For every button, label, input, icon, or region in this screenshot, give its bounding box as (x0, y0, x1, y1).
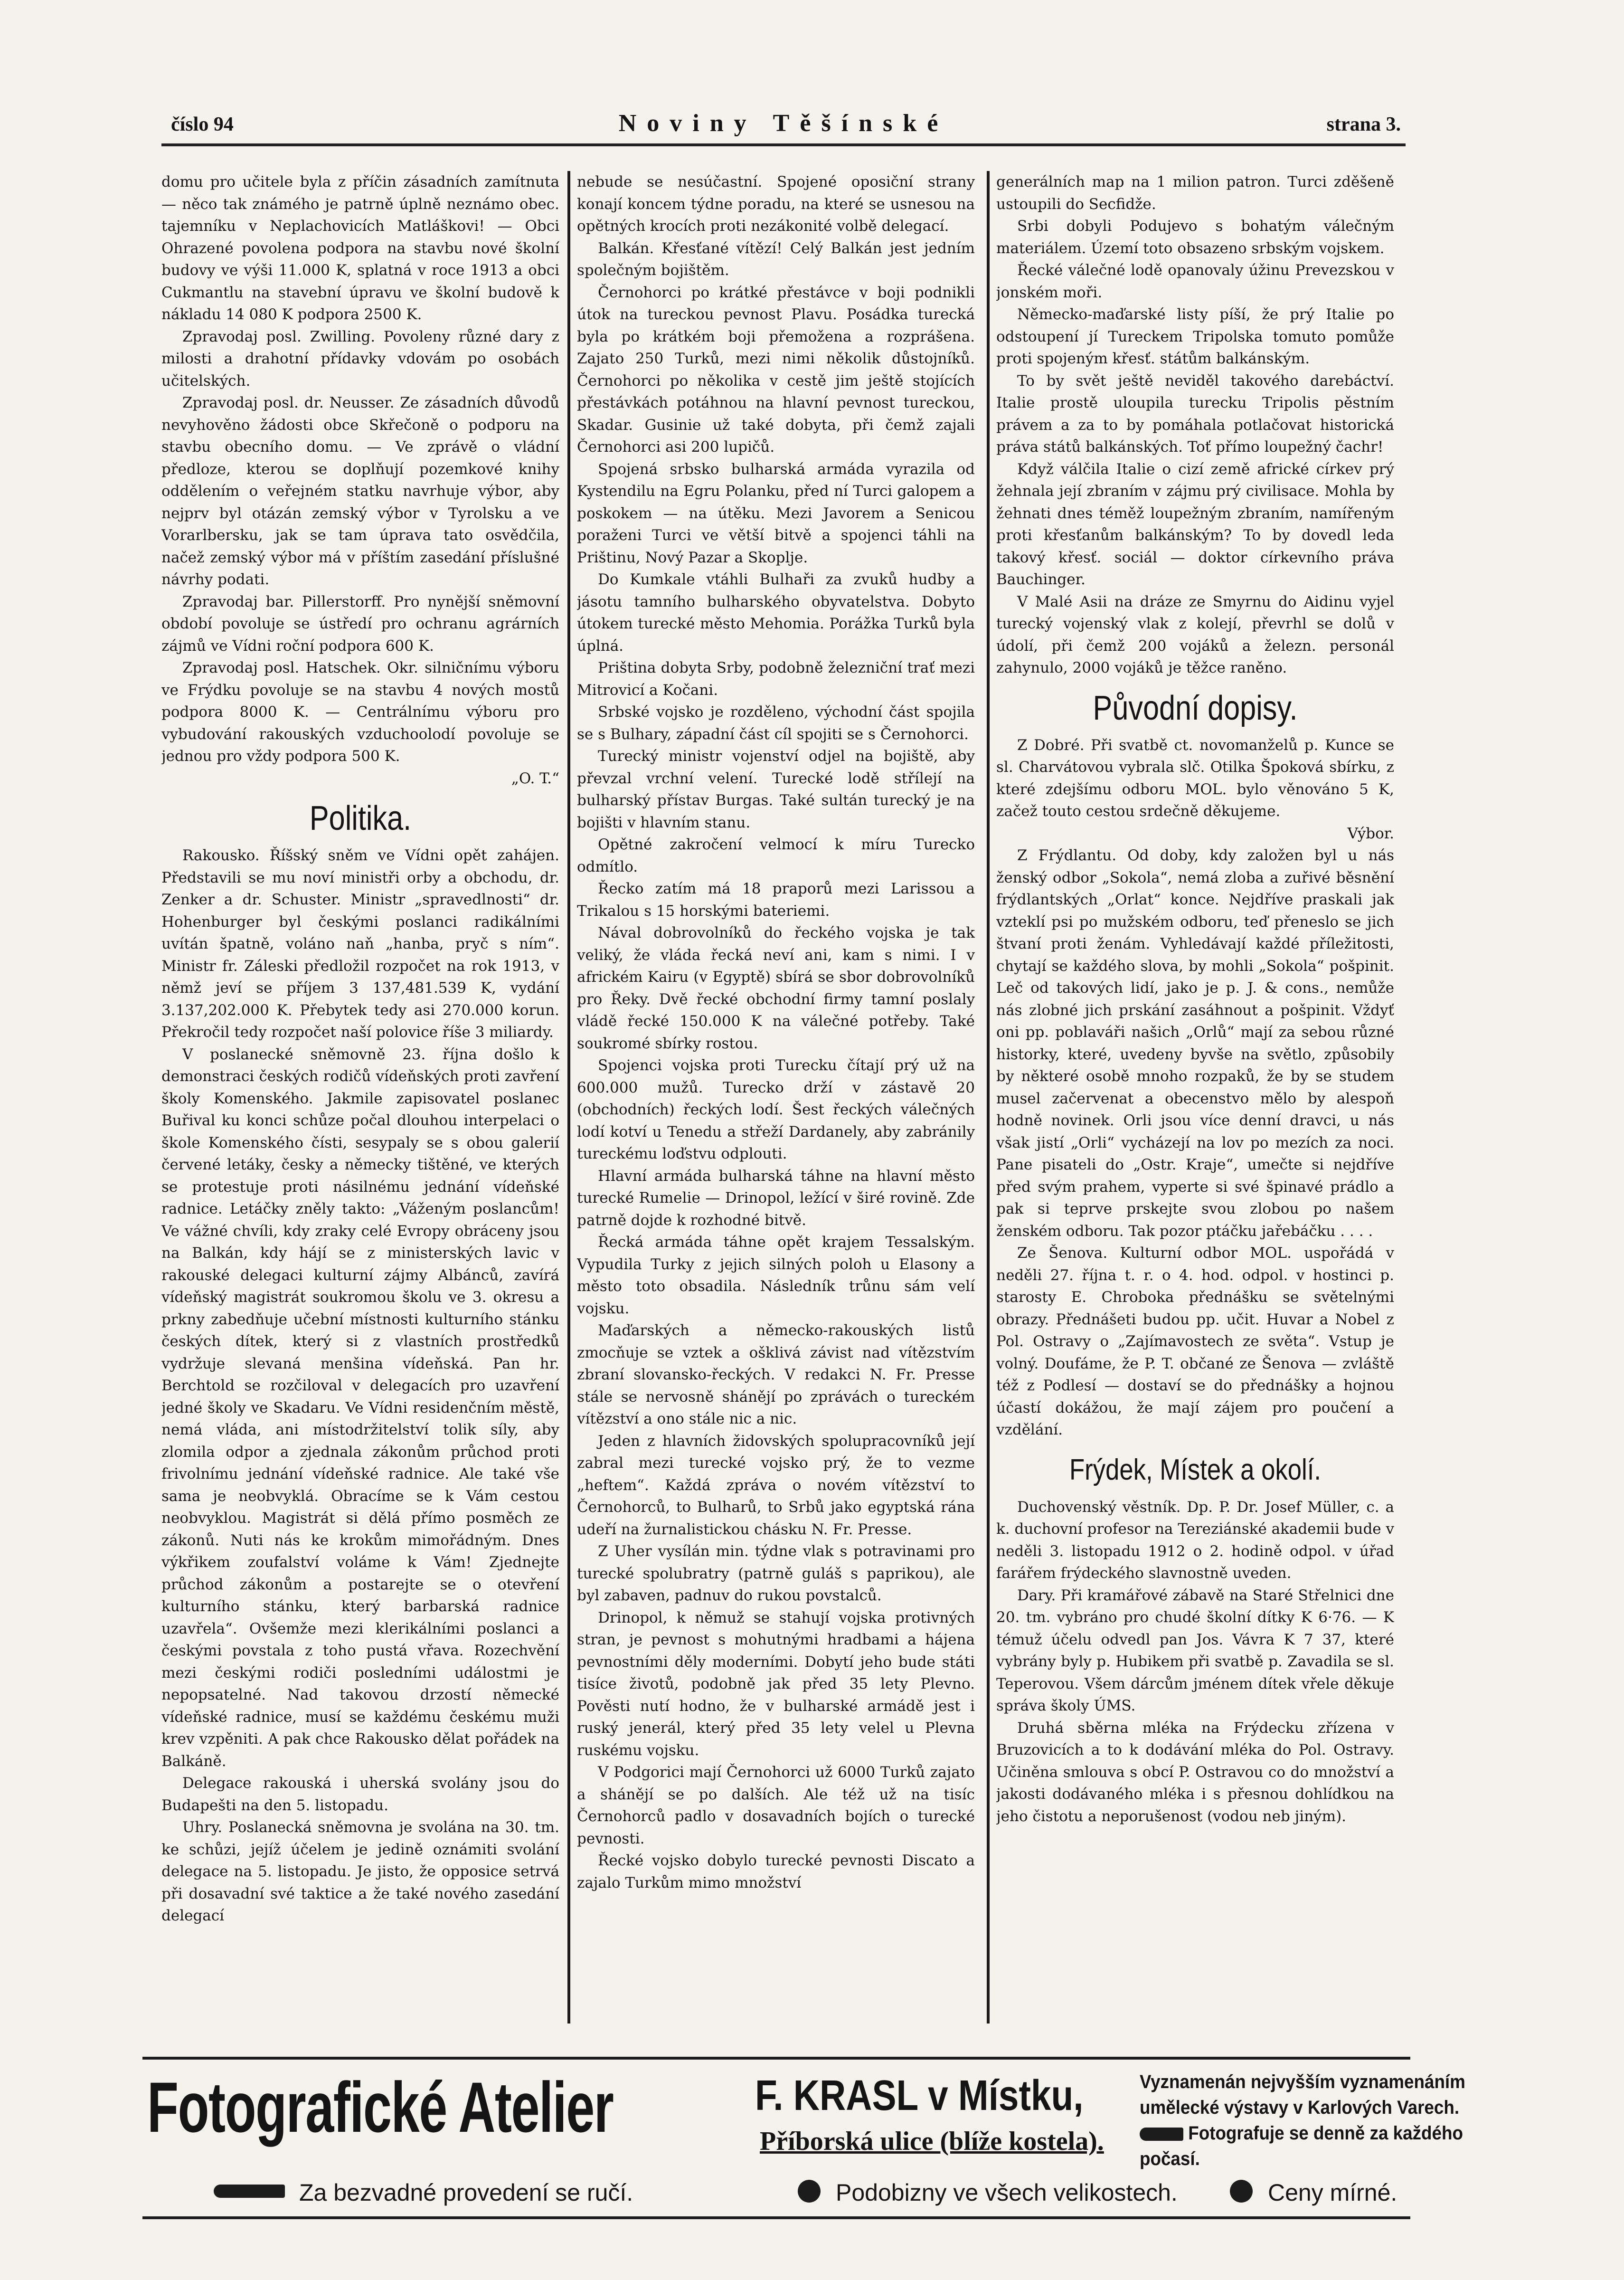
page-number: strana 3. (1326, 114, 1401, 135)
paragraph: Řecké válečné lodě opanovaly úžinu Prevezskou v jonském moři. (996, 262, 1394, 301)
ad-portraits: Podobizny ve všech velikostech. (836, 2179, 1178, 2206)
paragraph: Zpravodaj posl. dr. Neusser. Ze zásadních důvodů nevyhověno žádosti obce Skřečoně o podporu na stavbu obecního domu. — Ve zprávě o vládní předloze, kterou se doplňují pozemkové knihy oddělením o veřejném statku navrhuje výbor, aby nejprv byl otázán zemský výbor v Tyrolsku a ve Vorarlbersku, jak se tam úprava tato osvědčila, načež zemský výbor má v příštím zasedání příslušné návrhy podati. (161, 394, 559, 588)
paragraph: generálních map na 1 milion patron. Turci zděšeně ustoupili do Secfidže. (996, 173, 1394, 213)
paragraph: Řecké vojsko dobylo turecké pevnosti Discato a zajalo Turkům mimo množství (577, 1852, 975, 1891)
ad-award (1140, 2069, 1515, 2172)
paragraph: To by svět ještě neviděl takového darebáctví. Italie prostě uloupila turecku Tripolis pěstním právem a za to by pomáhala potlačovat historická práva států balkánských. Toť přímo loupežný čachr! (996, 372, 1394, 456)
paragraph: V Podgorici mají Černohorci už 6000 Turků zajato a shánějí se po dalších. Ale též už na tisíc Černohorců padlo v dosavadních bojích o turecké pevnosti. (577, 1764, 975, 1847)
paragraph: Srbi dobyli Podujevo s bohatým válečným materiálem. Území toto obsazeno srbským vojskem. (996, 218, 1394, 257)
paragraph: Když válčila Italie o cizí země africké církev prý žehnala její zbraním v zájmu prý civilisace. Mohla by žehnati dnes téměž loupežným zbraním, namířeným proti křesťanům balkánským? To by dovedl leda takový křesť. sociál — doktor církevního práva Bauchinger. (996, 460, 1394, 588)
column-divider (567, 171, 570, 2024)
ad-headline: Fotografické Atelier (147, 2067, 614, 2147)
paragraph: Priština dobyta Srby, podobně železniční trať mezi Mitrovicí a Kočani. (577, 659, 975, 699)
paragraph: Nával dobrovolníků do řeckého vojska je tak veliký, že vláda řecká neví ani, kam s nimi. I v africkém Kairu (v Egyptě) sbírá se sbor dobrovolníků pro Řeky. Dvě řecké obchodní firmy tamní poslaly vládě řecké 150.000 K na válečné potřeby. Také soukromé sbírky rostou. (577, 924, 975, 1052)
paragraph: Spojená srbsko bulharská armáda vyrazila od Kystendilu na Egru Polanku, před ní Turci galopem a poskokem — na útěku. Mezi Javorem a Senicou poraženi Turci ve větší bitvě a spojenci táhli na Prištinu, Nový Pazar a Skoplje. (577, 460, 975, 566)
section-heading-puvodni-dopisy: Původní dopisy. (1093, 689, 1298, 727)
paragraph: Druhá sběrna mléka na Frýdecku zřízena v Bruzovicích a to k dodávání mléka do Pol. Ostravy. Učiněna smlouva s obcí P. Ostravou co do množství a jakosti dodávaného mléka i s přesnou dohlídkou na jeho čistotu a neporušenost (vodou neb jiným). (996, 1719, 1394, 1825)
bullet-icon (798, 2180, 821, 2203)
ad-award-line: Fotografuje se denně za každého počasí. (1140, 2123, 1463, 2169)
pointing-hand-icon (214, 2185, 285, 2198)
signature: Výbor. (1347, 825, 1394, 842)
paragraph: Balkán. Křesťané vítězí! Celý Balkán jest jedním společným bojištěm. (577, 239, 975, 279)
signature: „O. T.“ (511, 770, 559, 787)
paragraph: Maďarských a německo-rakouských listů zmocňuje se vztek a ošklivá závist nad vítězstvím zbraní slovansko-řeckých. V redakci N. Fr. Presse stále se nervosně shánějí po zprávách o tureckém vítězství a ono stále nic a nic. (577, 1322, 975, 1427)
paragraph: Turecký ministr vojenství odjel na bojiště, aby převzal vrchní velení. Turecké lodě střílejí na bulharský přístav Burgas. Také sultán turecký je na bojišti v hlavním stanu. (577, 748, 975, 831)
paragraph: nebude se nesúčastní. Spojené oposiční strany konají koncem týdne poradu, na které se usnesou na opětných krocích proti nezákonité volbě delegací. (577, 173, 975, 235)
paragraph: Řecko zatím má 18 praporů mezi Larissou a Trikalou s 15 horskými bateriemi. (577, 880, 975, 920)
paragraph: Spojenci vojska proti Turecku čítají prý už na 600.000 mužů. Turecko drží v zástavě 20 (obchodních) řeckých lodí. Šest řeckých válečných lodí kotví u Tenedu a střeží Dardanely, aby zabránily tureckému loďstvu odplouti. (577, 1057, 975, 1162)
ad-address: Příborská ulice (blíže kostela). (760, 2127, 1104, 2156)
bullet-icon (1230, 2180, 1253, 2203)
paragraph: Z Uher vysílán min. týdne vlak s potravinami pro turecké spolubratry (patrně guláš s paprikou), ale byl zabaven, padnuv do rukou povstalců. (577, 1543, 975, 1604)
paragraph: Uhry. Poslanecká sněmovna je svolána na 30. tm. ke schůzi, jejíž účelem je jedině oznámiti svolání delegace na 5. listopadu. Je jisto, že opposice setrvá při dosavadní své taktice a že také nového zasedání delegací (161, 1819, 559, 1924)
paragraph: Ze Šenova. Kulturní odbor MOL. uspořádá v neděli 27. října t. r. o 4. hod. odpol. v hostinci p. starosty E. Chroboka přednášku se světelnými obrazy. Přednášeti budou pp. učit. Huvar a Nobel z Pol. Ostravy o „Zajímavostech ze světa“. Vstup je volný. Doufáme, že P. T. občané ze Šenova — zvláště též z Podlesí — dostaví se do přednášky a hojnou účastí dokážou, že mají zájem pro poučení a vzdělání. (996, 1244, 1394, 1438)
paragraph: Řecká armáda táhne opět krajem Tessalským. Vypudila Turky z jejich silných poloh u Elasony a město toto obsadila. Následník trůnu sám velí vojsku. (577, 1234, 975, 1317)
paragraph: Do Kumkale vtáhli Bulhaři za zvuků hudby a jásotu tamního bulharského obyvatelstva. Dobyto útokem turecké město Mehomia. Porážka Turků byla úplná. (577, 571, 975, 655)
paragraph: Rakousko. Říšský sněm ve Vídni opět zahájen. Představili se mu noví ministři orby a obchodu, dr. Zenker a dr. Schuster. Ministr „spravedlnosti“ dr. Hohenburger byl českými poslanci radikálními uvítán špatně, voláno naň „hanba, pryč s ním“. Ministr fr. Záleski předložil rozpočet na rok 1913, v němž jeví se příjem 3 137,481.539 K, vydání 3.137,202.000 K. Přebytek tedy asi 270.000 korun. Překročil tedy rozpočet naší polovice říše 3 miliardy. (161, 847, 559, 1041)
issue-number: číslo 94 (171, 114, 234, 135)
section-heading-frydek: Frýdek, Místek a okolí. (1069, 1453, 1322, 1486)
paragraph: Drinopol, k němuž se stahují vojska protivných stran, je pevnost s mohutnými hradbami a hájena pevnostními děly moderními. Dobytí jeho bude státi tisíce životů, podobně jak před 35 lety Plevno. Pověsti nutí hodno, že v bulharské armádě jest i ruský jenerál, který před 35 lety velel u Plevna ruskému vojsku. (577, 1609, 975, 1759)
paragraph: Zpravodaj posl. Hatschek. Okr. silničnímu výboru ve Frýdku povoluje se na stavbu 4 nových mostů podpora 8000 K. — Centrálnímu výboru pro vybudování rakouských vzduchoolodí povoluje se jednou pro vždy podpora 500 K. (161, 659, 559, 765)
newspaper-title: Noviny Těšínské (618, 110, 949, 137)
paragraph: Německo-maďarské listy píší, že prý Italie po odstoupení jí Tureckem Tripolska tomuto pomůže proti spojeným křesť. státům balkánským. (996, 306, 1394, 367)
paragraph: Dary. Při kramářové zábavě na Staré Střelnici dne 20. tm. vybráno pro chudé školní dítky K 6·76. — K témuž účelu odvedl pan Jos. Vávra K 7 37, které vybrány byly p. Hubikem při svatbě p. Zavadila se sl. Teperovou. Všem dárcům jménem dítek vřele děkuje správa školy ÚMS. (996, 1586, 1394, 1714)
paragraph: domu pro učitele byla z příčin zásadních zamítnuta — něco tak známého je patrně úplně neznámo obec. tajemníku v Neplachovicích Matláškovi! — Obci Ohrazené povolena podpora na stavbu nové školní budovy ve výši 11.000 K, splatná v roce 1913 a obci Cukmantlu na stavební úpravu ve školní budově k nákladu 14 080 K podpora 2500 K. (161, 173, 559, 323)
paragraph: Duchovenský věstník. Dp. P. Dr. Josef Müller, c. a k. duchovní profesor na Tereziánské akademii bude v neděli 3. listopadu 1912 o 2. hodině odpol. v úřad farářem frýdeckého slavnostně uveden. (996, 1498, 1394, 1582)
paragraph: Zpravodaj posl. Zwilling. Povoleny různé dary z milosti a drahotní přídavky vdovám po osobách učitelských. (161, 328, 559, 390)
paragraph: Z Dobré. Při svatbě ct. novomanželů p. Kunce se sl. Charvátovou vybrala slč. Otilka Špoková sbírku, z které zdejšímu odboru MOL. bylo věnováno 5 K, začež touto cestou srdečně děkujeme. (996, 736, 1394, 820)
header-rule (161, 143, 1406, 146)
paragraph: Hlavní armáda bulharská táhne na hlavní město turecké Rumelie — Drinopol, ležící v širé rovině. Zde patrně dojde k rozhodné bitvě. (577, 1167, 975, 1229)
paragraph: Jeden z hlavních židovských spolupracovníků její zabral mezi turecké vojsko prý, že to vezme „heftem“. Každá zpráva o novém vítězství to Černohorců, to Bulharů, to Srbů jako egyptská rána udeří na žurnalistickou chásku N. Fr. Presse. (577, 1432, 975, 1538)
paragraph: Z Frýdlantu. Od doby, kdy založen byl u nás ženský odbor „Sokola“, nemá zloba a zuřivé běsnění frýdlantských „Orlat“ konce. Nejdříve praskali jak vzteklí psi po mužském odboru, teď přeneslo se jich štvaní proti ženám. Vyhledávají každé příležitosti, chytají se každého slova, by mohli „Sokola“ pošpinit. Leč od takových lidí, jako je p. J. & cons., nemůže nás zlobné jich prskání zasáhnout a pošpinit. Vždyť oni pp. poblaváři našich „Orlů“ mají za sebou různé historky, které, uvedeny byvše na světlo, způsobily by některé osobě mnoho rozpaků, že by se studem musel začervenat a obecenstvo mělo by alespoň hodně novinek. Orli jsou více denní dravci, u nás však jistí „Orli“ vycházejí na lov po mezích za noci. Pane pisateli do „Ostr. Kraje“, umečte si nejdříve před svým prahem, vyperte si své špinavé prádlo a pak si teprve prskejte svou zlobou po našem ženském odboru. Tak pozor ptáčku jařebáčku . . . . (996, 847, 1394, 1240)
page-header (161, 109, 1406, 147)
section-heading-politika: Politika. (309, 799, 412, 837)
ad-business-name: F. KRASL v Místku, (755, 2072, 1084, 2119)
paragraph: Černohorci po krátké přestávce v boji podnikli útok na tureckou pevnost Plavu. Posádka turecká byla po krátkém boji přemožena a rozprášena. Zajato 250 Turků, mezi nimi několik důstojníků. Černohorci po několika v cestě jim ještě stojících přestávkách potáhnou na hlavní pevnost tureckou, Skadar. Gusinie už také dobyta, při čemž zajali Černohorci asi 200 lupičů. (577, 284, 975, 456)
column-2 (577, 171, 975, 2024)
ad-prices: Ceny mírné. (1268, 2179, 1397, 2206)
paragraph: Srbské vojsko je rozděleno, východní část spojila se s Bulhary, západní část cíl spojiti se s Černohorci. (577, 703, 975, 743)
paragraph: Opětné zakročení velmocí k míru Turecko odmítlo. (577, 836, 975, 875)
paragraph: Delegace rakouská i uherská svolány jsou do Budapešti na den 5. listopadu. (161, 1775, 559, 1814)
column-3 (996, 171, 1394, 2024)
ad-guarantee: Za bezvadné provedení se ručí. (299, 2179, 633, 2206)
ad-award-line: umělecké výstavy v Karlových Varech. (1140, 2097, 1460, 2118)
column-divider (987, 171, 990, 2024)
advertisement (142, 2057, 1465, 2219)
ad-award-line: Vyznamenán nejvyšším vyznamenáním (1140, 2071, 1465, 2092)
column-1 (161, 171, 559, 2024)
paragraph: V poslanecké sněmovně 23. října došlo k demonstraci českých rodičů vídeňských proti zavření školy Komenského. Jakmile zapisovatel poslanec Buřival ku konci schůze počal dlouhou interpelaci o škole Komenského čísti, sesypaly se s obou galerií červené letáky, česky a německy tištěné, ve kterých se protestuje proti násilnému jednání vídeňské radnice. Letáčky zněly takto: „Váženým poslancům! Ve vážné chvíli, kdy zraky celé Evropy obráceny jsou na Balkán, kdy hájí se z ministerských lavic v rakouské delegaci kulturní zájmy Albánců, zavírá vídeňský magistrát soukromou školu ve 3. okresu a prkny zabedňuje učební místnosti kulturního stánku českých dítek, který si z vlastních prostředků vydržuje slevaná menšina vídeňská. Pan hr. Berchtold se rozčiloval v delegacích pro uzavření jedné školy ve Skadaru. Ve Vídni residenčním městě, nemá vláda, ani místodržitelství tolik síly, aby zlomila odpor a zjednala zákonům průchod proti frivolnímu jednání vídeňské radnice. Ale také vše sama je neobvyklá. Obracíme se k Vám cestou neobvyklou. Magistrát si dělá přímo posměch ze zákonů. Nuti nás ke krokům mimořádným. Dnes výkřikem zoufalství voláme k Vám! Zjednejte průchod zákonům a postarejte se o otevření kulturního stánku, který barbarská radnice uzavřela“. Ovšemže mezi klerikálními poslanci a českými povstala z toho pustá vřava. Rozechvění mezi českými rodiči posledními událostmi je nepopsatelné. Nad takovou drzostí německé vídeňské radnice, musí se každému českému muži krev vzpěniti. A pak chce Rakousko dělat pořádek na Balkáně. (161, 1045, 559, 1770)
paragraph: Zpravodaj bar. Pillerstorff. Pro nynější sněmovní období povoluje se ústředí pro ochranu agrárních zájmů ve Vídni roční podpora 600 K. (161, 593, 559, 655)
paragraph: V Malé Asii na dráze ze Smyrnu do Aidinu vyjel turecký vojenský vlak z kolejí, převrhl se dolů v údolí, při čemž 200 vojáků a železn. personál zahynulo, 2000 vojáků je těžce raněno. (996, 593, 1394, 676)
pointing-hand-icon (1140, 2128, 1183, 2141)
